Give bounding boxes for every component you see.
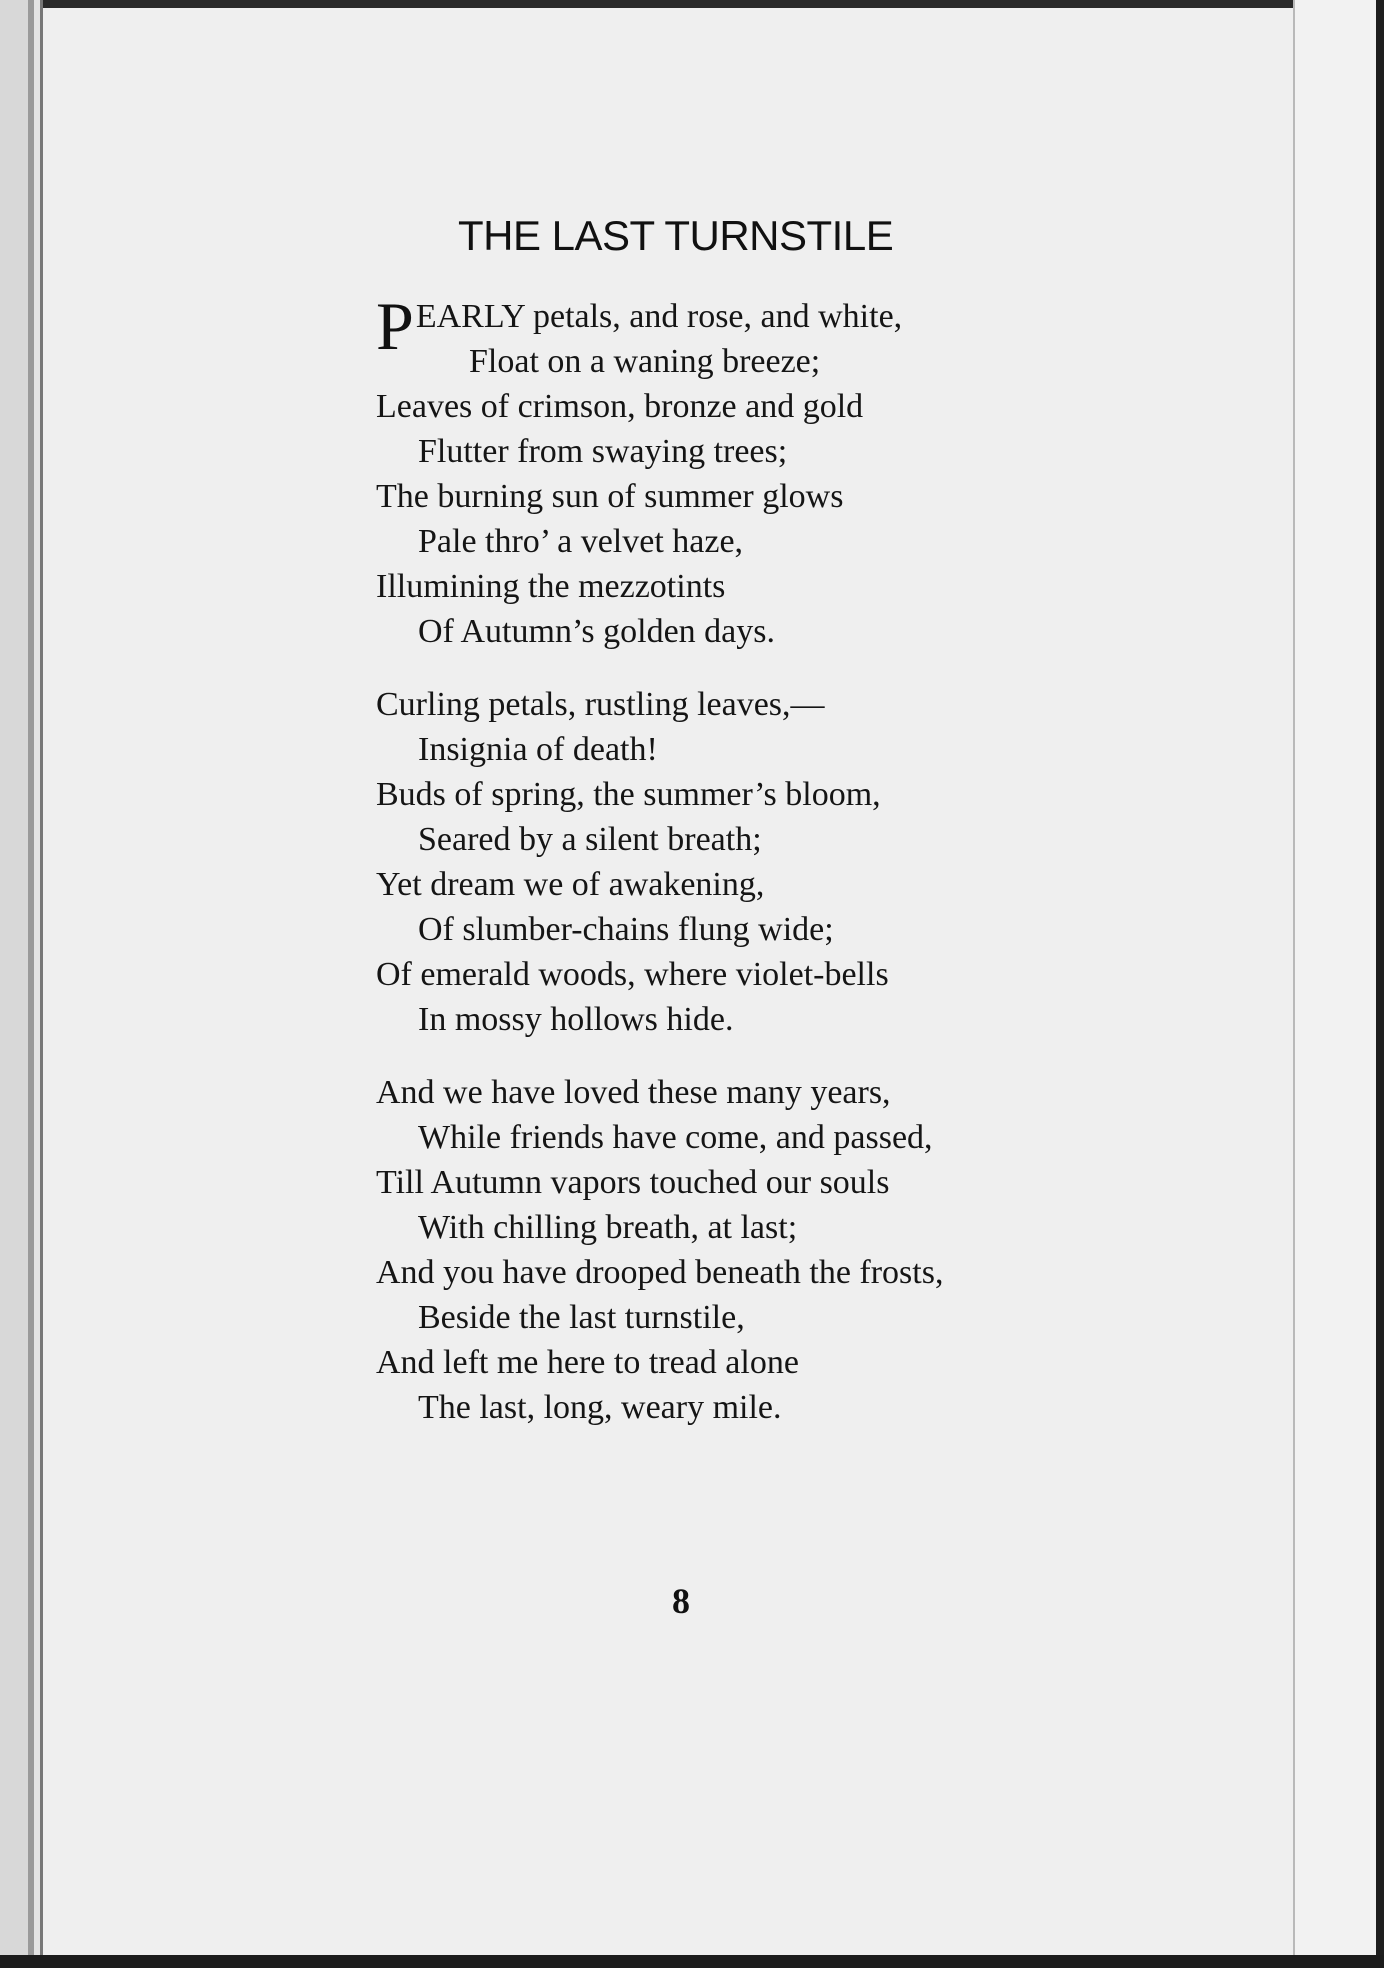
page-right-edge — [1376, 0, 1384, 1968]
next-page-edge — [1295, 0, 1384, 1968]
poem-line: The burning sun of summer glows — [376, 478, 844, 515]
drop-cap: P — [376, 288, 414, 364]
poem-line: Of emerald woods, where violet-bells — [376, 956, 889, 993]
page-bottom-edge — [0, 1955, 1384, 1968]
poem-line: With chilling breath, at last; — [418, 1209, 798, 1246]
poem-line: Beside the last turnstile, — [418, 1299, 745, 1336]
poem-title: THE LAST TURNSTILE — [458, 212, 894, 259]
page-top-edge — [0, 0, 1384, 8]
page-number: 8 — [672, 1581, 690, 1621]
poem-line: While friends have come, and passed, — [418, 1119, 933, 1156]
poem-line: Float on a waning breeze; — [469, 343, 821, 380]
poem-line: Buds of spring, the summer’s bloom, — [376, 776, 881, 813]
binding-edge — [0, 0, 28, 1968]
poem-line: PEARLY petals, and rose, and white, — [376, 288, 903, 364]
poem-line: Of Autumn’s golden days. — [418, 613, 775, 650]
stanza-3 — [376, 1070, 943, 1430]
poem-line: Seared by a silent breath; — [418, 821, 762, 858]
poem-line: In mossy hollows hide. — [418, 1001, 734, 1038]
poem-line: Yet dream we of awakening, — [376, 866, 765, 903]
poem-line: And we have loved these many years, — [376, 1074, 891, 1111]
poem-line: Of slumber-chains flung wide; — [418, 911, 834, 948]
stanza-1 — [376, 288, 943, 654]
poem-line: Illumining the mezzotints — [376, 568, 726, 605]
binding-edge-line — [40, 0, 43, 1968]
poem-body — [376, 288, 944, 1458]
poem-line: And you have drooped beneath the frosts, — [376, 1254, 944, 1291]
poem-line: The last, long, weary mile. — [418, 1389, 782, 1426]
stanza-2 — [376, 682, 943, 1042]
poem-line: Till Autumn vapors touched our souls — [376, 1164, 890, 1201]
poem-line: Insignia of death! — [418, 731, 658, 768]
poem-line: Leaves of crimson, bronze and gold — [376, 388, 864, 425]
poem-line: Pale thro’ a velvet haze, — [418, 523, 744, 560]
poem-line: Flutter from swaying trees; — [418, 433, 788, 470]
poem-line: And left me here to tread alone — [376, 1344, 799, 1381]
poem-line: Curling petals, rustling leaves,— — [376, 686, 825, 723]
